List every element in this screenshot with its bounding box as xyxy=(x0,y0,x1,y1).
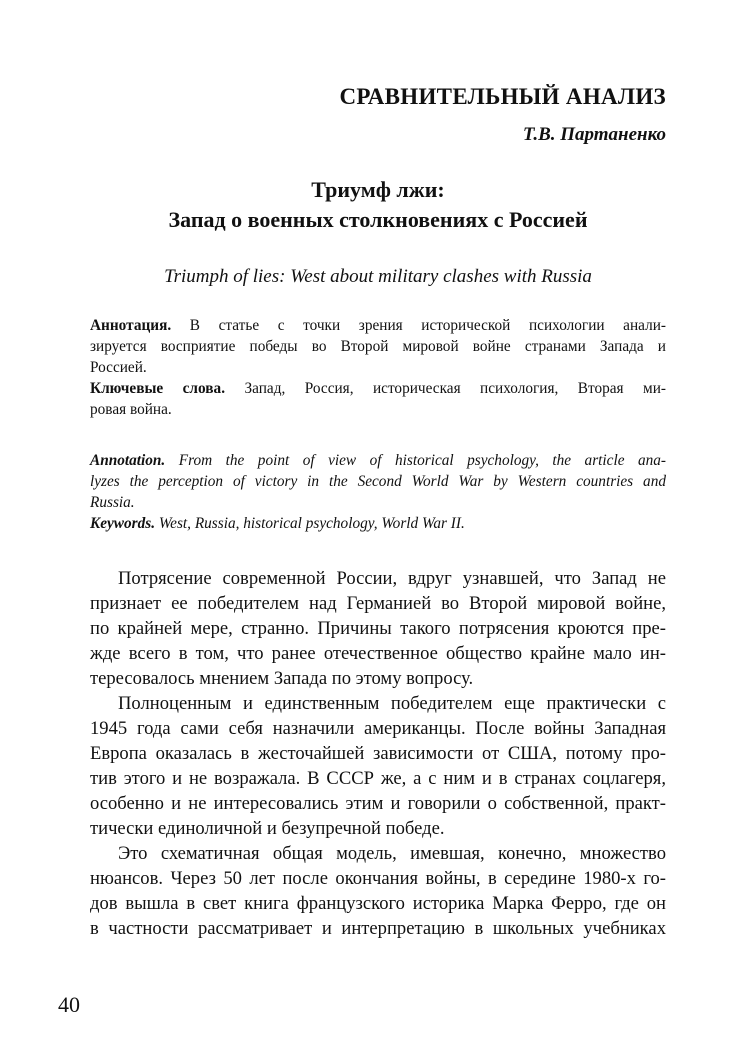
keywords-ru-line xyxy=(90,378,666,399)
article-title-english: Triumph of lies: West about military clashes with Russia xyxy=(164,266,592,287)
keywords-en-label: Keywords. xyxy=(90,515,156,532)
body-line: признает ее победителем над Германией во Второй мировой войне, xyxy=(90,593,666,614)
body-line: тересовалось мнением Запада по этому вопросу. xyxy=(90,668,474,689)
body-line: нюансов. Через 50 лет после окончания войны, в середине 1980-х го- xyxy=(90,868,666,889)
keywords-ru-line: ровая война. xyxy=(90,401,172,418)
body-line: 1945 года сами себя назначили американцы. После войны Западная xyxy=(90,718,666,739)
abstract-en-line: lyzes the perception of victory in the Second World War by Western countries and xyxy=(90,473,666,490)
article-title-line-2: Запад о военных столкновениях с Россией xyxy=(168,207,588,232)
abstract-ru-label: Аннотация. xyxy=(90,317,172,334)
abstract-en-text: From the point of view of historical psychology, the article ana- xyxy=(165,452,666,469)
body-line: по крайней мере, странно. Причины такого потрясения кроются пре- xyxy=(90,618,666,639)
article-title-line-1: Триумф лжи: xyxy=(311,177,445,202)
abstract-en-line xyxy=(90,450,666,471)
body-line: дов вышла в свет книга французского историка Марка Ферро, где он xyxy=(90,893,666,914)
body-line: Это схематичная общая модель, имевшая, конечно, множество xyxy=(118,843,666,864)
abstract-en-line: Russia. xyxy=(90,494,135,511)
body-line: в частности рассматривает и интерпретацию в школьных учебниках xyxy=(90,918,666,939)
abstract-ru-line: зируется восприятие победы во Второй мировой войне странами Запада и xyxy=(90,338,666,355)
abstract-en-label: Annotation. xyxy=(90,452,166,469)
author: Т.В. Партаненко xyxy=(522,124,666,145)
body-line: особенно и не интересовались этим и говорили о собственной, практ- xyxy=(90,793,666,814)
keywords-en-line xyxy=(90,513,666,534)
keywords-ru-text: Запад, Россия, историческая психология, Вторая ми- xyxy=(225,380,666,397)
abstract-english xyxy=(90,450,666,534)
abstract-ru-line xyxy=(90,315,666,336)
body-line: тически единоличной и безупречной победе. xyxy=(90,818,445,839)
body-line: Потрясение современной России, вдруг узнавшей, что Запад не xyxy=(118,568,666,589)
abstract-ru-text: В статье с точки зрения исторической психологии анали- xyxy=(171,317,666,334)
keywords-ru-label: Ключевые слова. xyxy=(90,380,226,397)
body-line: Полноценным и единственным победителем еще практически с xyxy=(118,693,666,714)
abstract-ru-line: Россией. xyxy=(90,359,147,376)
keywords-en-text: West, Russia, historical psychology, World War II. xyxy=(155,515,465,532)
page-number: 40 xyxy=(58,992,80,1017)
section-title: СРАВНИТЕЛЬНЫЙ АНАЛИЗ xyxy=(339,84,666,109)
body-line: Европа оказалась в жесточайшей зависимости от США, потому про- xyxy=(90,743,666,764)
abstract-russian xyxy=(90,315,666,420)
body-text xyxy=(90,566,666,941)
body-line: тив этого и не возражала. В СССР же, а с ним и в странах соцлагеря, xyxy=(90,768,666,789)
body-line: жде всего в том, что ранее отечественное общество крайне мало ин- xyxy=(90,643,666,664)
